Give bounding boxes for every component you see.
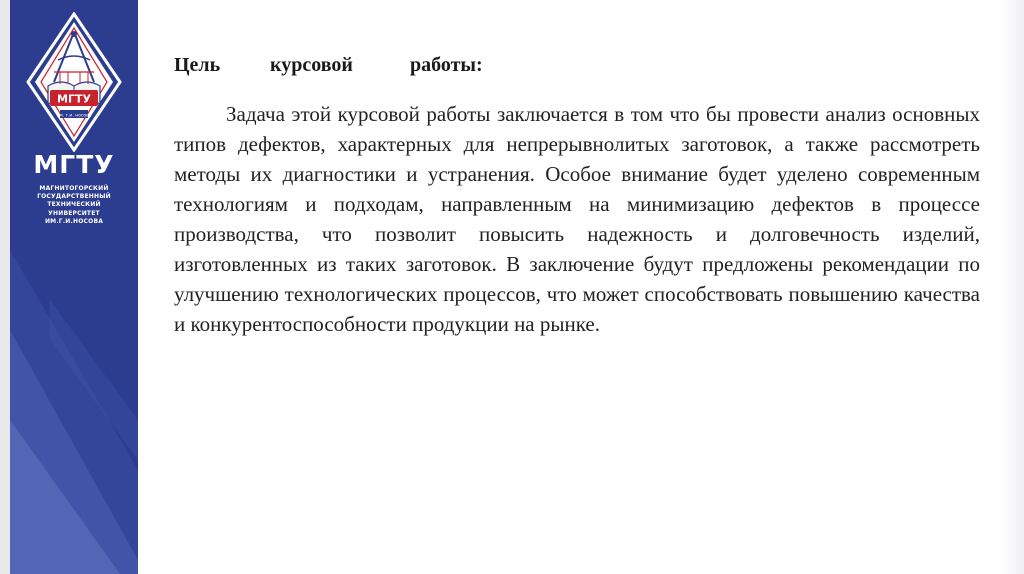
sidebar [10,0,138,574]
logo-small-text: им. г.и. носова [56,113,92,119]
slide-body-text: Задача этой курсовой работы заключается в том что бы провести анализ основных типов дефектов, характерных для непрерывнолитых заготовок, а также рассмотреть методы их диагностики и устранения. Особое внимание будет уделено современным технологиям и подходам, направленным на минимизацию дефектов в процессе производства, что позволит повысить надежность и долговечность изделий, изготовленных из таких заготовок. В заключение будут предложены рекомендации по улучшению технологических процессов, что может способствовать повышению качества и конкурентоспособности продукции на рынке. [174,102,980,336]
brand-subtitle-line: ГОСУДАРСТВЕННЫЙ [37,193,111,201]
brand-title: МГТУ [33,150,115,179]
viewer-frame-left [0,0,10,574]
viewer-frame-right [1002,0,1024,574]
university-logo [24,12,124,152]
slide-content [174,54,980,339]
brand-subtitle-line: УНИВЕРСИТЕТ [48,209,100,217]
logo-emblem-icon [24,12,124,152]
heading-word: работы: [410,54,483,76]
brand-subtitle [10,185,138,226]
logo-banner-text: МГТУ [57,92,91,106]
heading-word: Цель [174,54,221,76]
heading-word: курсовой [270,54,353,76]
brand-subtitle-line: ТЕХНИЧЕСКИЙ [47,201,101,209]
brand-subtitle-line: ИМ.Г.И.НОСОВА [44,217,104,225]
brand-subtitle-line: МАГНИТОГОРСКИЙ [39,185,109,192]
slide-heading [174,54,980,77]
